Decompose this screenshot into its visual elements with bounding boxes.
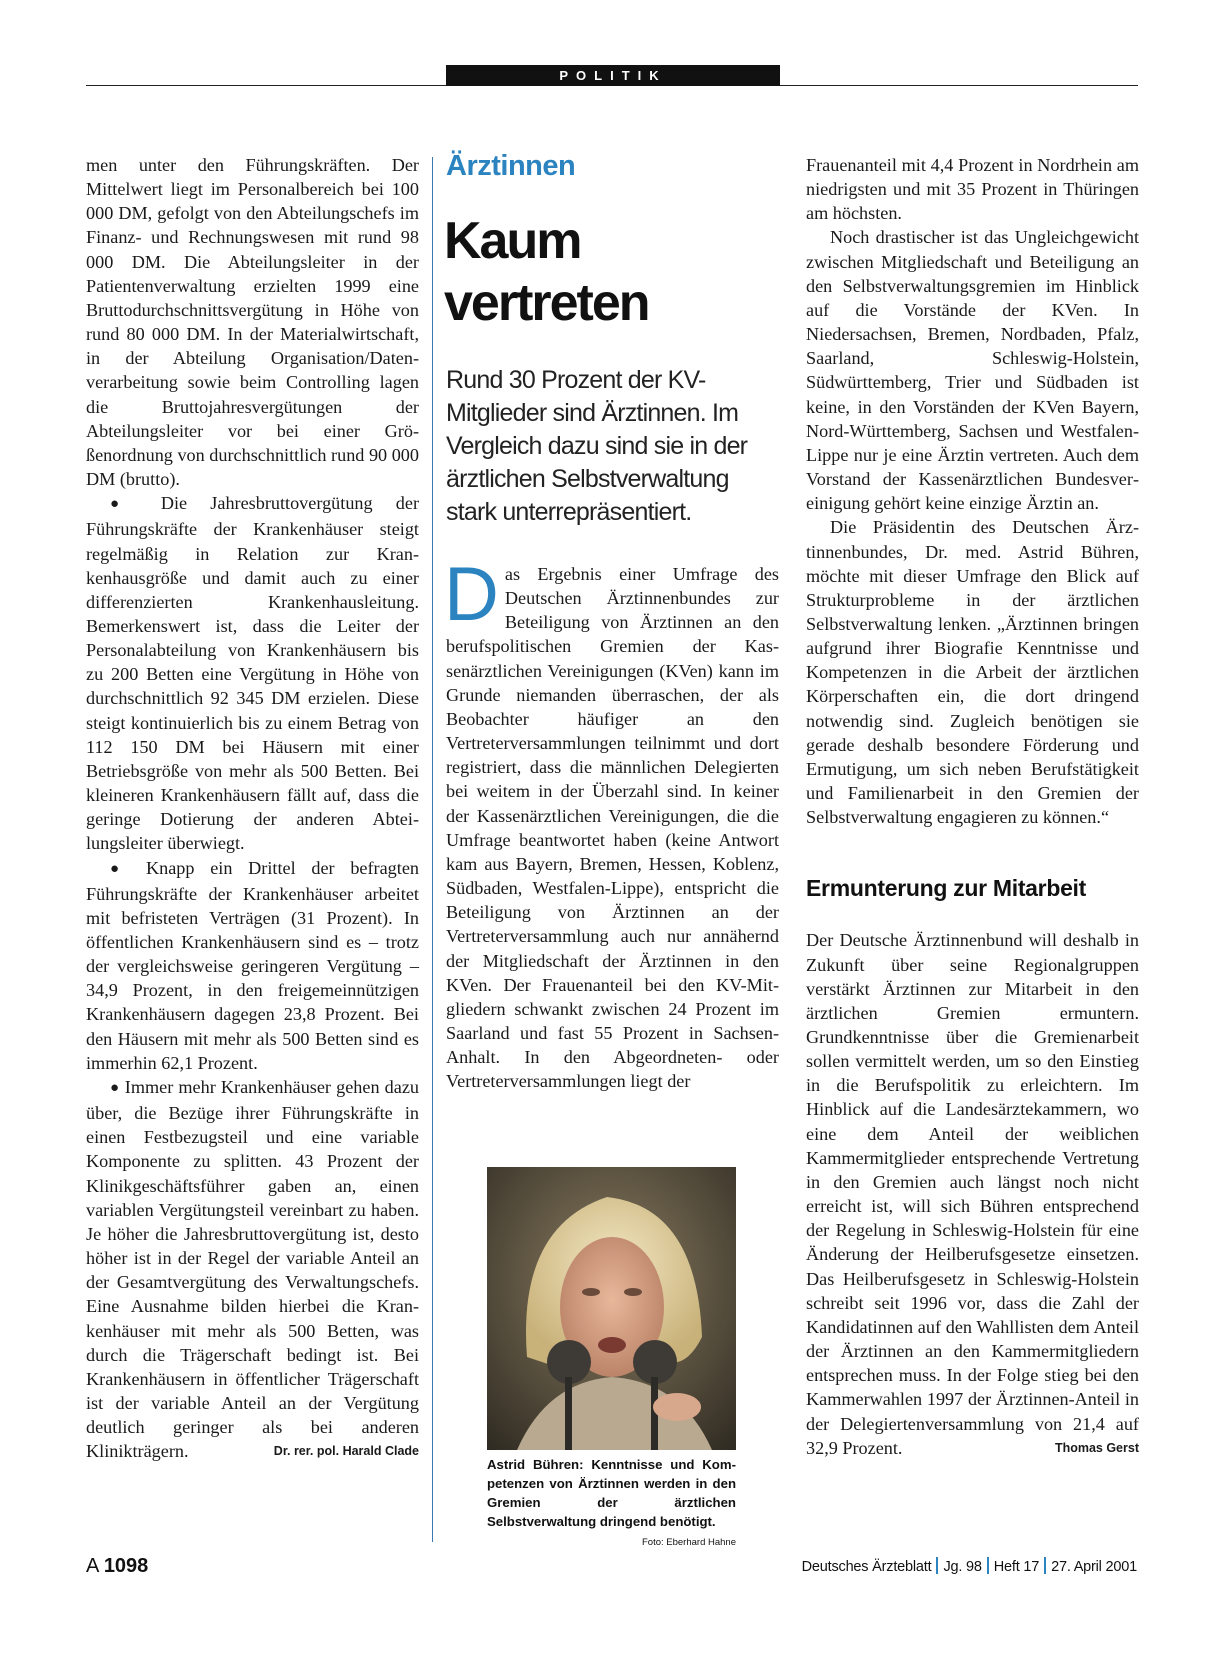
author-byline: Thomas Gerst	[1054, 1440, 1139, 1455]
photo-credit: Foto: Eberhard Hahne	[641, 1537, 736, 1548]
paragraph: Frauenanteil mit 4,4 Prozent in Nordrhein am niedrigsten und mit 35 Prozent in Thüringen am höchsten.	[806, 155, 1139, 224]
bullet-paragraph	[86, 856, 419, 1075]
caption-text: Astrid Bühren: Kenntnisse und Kompetenzen von Ärztinnen werden in den Gremien der ärztlichen Selbstverwaltung dringend benötigt.	[487, 1457, 736, 1529]
page-number	[86, 1555, 148, 1578]
headline-line: Kaum	[444, 212, 581, 270]
column-divider	[432, 157, 433, 1542]
section-label: POLITIK	[446, 65, 780, 86]
footer-separator	[936, 1557, 938, 1574]
journal-volume: Jg. 98	[943, 1559, 982, 1575]
article-body-paragraph	[444, 552, 779, 1093]
journal-date: 27. April 2001	[1051, 1559, 1137, 1575]
photo-caption	[487, 1455, 736, 1552]
article-lead: Rund 30 Prozent der KV-Mitglieder sind Ärztinnen. Im Vergleich dazu sind sie in der ärztlichen Selbstverwaltung stark unterrepräsentiert.	[446, 366, 748, 526]
paragraph: Noch drastischer ist das Ungleichgewicht zwischen Mitgliedschaft und Beteiligung an den Selbstverwaltungsgremien im Hinblick auf die Vorstände der KVen. In Niedersachsen, Bremen, Nordbaden, Pfalz, Saarland, Schleswig-Holstein, Südwürttemberg, Trier und Südbaden ist keine, in den Vorständen der KVen Bayern, Nord-Württemberg, Sachsen und Westfalen-Lippe nur je eine Ärztin vertreten. Auch dem Vorstand der Kassenärztlichen Bundesvereinigung gehört keine einzige Ärztin an.	[806, 227, 1139, 514]
footer-separator	[1044, 1557, 1046, 1574]
bullet-paragraph	[86, 491, 419, 855]
page-prefix: A	[86, 1555, 99, 1577]
page-number-value: 1098	[103, 1555, 149, 1577]
author-byline: Dr. rer. pol. Harald Clade	[273, 1444, 419, 1459]
column-left	[86, 153, 419, 1463]
bullet-icon: ●	[110, 496, 138, 513]
journal-issue: Heft 17	[993, 1559, 1040, 1575]
bullet-icon: ●	[110, 860, 131, 877]
paragraph-text: Der Deutsche Ärztinnenbund will deshalb in Zukunft über seine Regionalgruppen verstärkt Ärztinnen zur Mitarbeit in den ärztlichen Gremien ermuntern. Grundkenntnisse über die Gremienarbeit sollen vermittelt werden, um so den Einstieg in die Berufspolitik zu erleichtern. Im Hinblick auf die Landesärztekammern, wo eine dem Anteil der weiblichen Kammermitglieder entsprechende Vertretung in den Gremien auch längst noch nicht erreicht ist, will sich Bühren entsprechend der Regelung in Schleswig-Holstein für eine Änderung der Heilberufsgesetze einsetzen. Das Heilberufsgesetz in Schleswig-Holstein schreibt seit 1996 vor, dass die Zahl der Kandidatinnen auf den Wahllisten dem Anteil der Ärztinnen an den Kammermitgliedern entsprechen muss. In der Folge stieg bei den Kammerwahlen 1997 der Ärztinnen-Anteil in der Delegiertenversammlung von 21,4 auf 32,9 Prozent.	[806, 930, 1139, 1458]
column-middle	[444, 552, 779, 1093]
paragraph-text: Knapp ein Drittel der befragten Führungskräfte der Krankenhäuser arbeitet mit befristeten Verträgen (31 Prozent). In öffentlichen Krankenhäusern sind es – trotz der vergleichsweise geringeren Vergütung – 34,9 Prozent, in den freigemeinnützigen Krankenhäusern dagegen 23,8 Prozent. Bei den Häusern mit mehr als 500 Betten sind es immerhin 62,1 Prozent.	[86, 857, 419, 1073]
bullet-icon: ●	[110, 1079, 120, 1096]
bullet-paragraph	[86, 1075, 419, 1464]
portrait-image	[487, 1167, 736, 1450]
drop-cap: D	[444, 552, 499, 637]
paragraph	[806, 928, 1139, 1459]
article-headline	[444, 210, 784, 334]
article-kicker: Ärztinnen	[446, 150, 576, 182]
footer-separator	[987, 1557, 989, 1574]
paragraph-text: as Ergebnis einer Umfrage des Deutschen Ärztinnenbundes zur Beteiligung von Ärztinnen an den berufspolitischen Gremien der Kassenärztlichen Vereinigungen (KVen) kann im Grunde niemanden überraschen, der als Beobachter häufiger an den Vertreterversammlungen teilnimmt und dort registriert, dass die männlichen Delegierten bei weitem in der Überzahl sind. In keiner der Kassenärztlichen Vereinigungen, die die Umfrage beantwortet haben (keine Antwort kam aus Bayern, Bremen, Hessen, Koblenz, Südbaden, Westfalen-Lippe), entspricht die Beteiligung von Ärztinnen an der Vertreterversammlung auch nur annähernd der Mitgliedschaft der Ärztinnen in den KVen. Der Frauenanteil bei den KV-Mitgliedern schwankt zwischen 24 Prozent im Saarland und fast 55 Prozent in Sachsen-Anhalt. In den Abgeordneten- oder Vertreterversammlungen liegt der	[446, 564, 779, 1092]
journal-name: Deutsches Ärzteblatt	[801, 1559, 932, 1575]
portrait-photo	[487, 1167, 736, 1450]
column-right	[806, 153, 1139, 1460]
paragraph-text: Die Jahresbruttovergütung der Führungskräfte der Krankenhäuser steigt regelmäßig in Relation zur Krankenhausgröße und damit auch zu einer differenzierten Krankenhausleitung. Bemerkenswert ist, dass die Leiter der Personalabteilung von Krankenhäusern bis zu 200 Betten eine Vergütung in Höhe von durchschnittlich 92 345 DM erzielen. Diese steigt kontinuierlich bis zu einem Betrag von 112 150 DM bei Häusern mit einer Betriebsgröße von mehr als 500 Betten. Bei kleineren Krankenhäusern fällt auf, dass die geringe Dotierung der anderen Abteilungsleiter überwiegt.	[86, 493, 419, 854]
paragraph: men unter den Führungskräften. Der Mittelwert liegt im Personalbereich bei 100 000 DM, gefolgt von den Abteilungschefs im Finanz- und Rechnungswesen mit rund 98 000 DM. Die Abteilungsleiter in der Patientenverwaltung erzielten 1999 eine Bruttodurchschnittsvergütung in Höhe von rund 80 000 DM. In der Materialwirtschaft, in der Abteilung Organisation/Datenverarbeitung sowie beim Controlling lagen die Bruttojahresvergütungen der Abteilungsleiter vor bei einer Größenordnung von durchschnittlich rund 90 000 DM (brutto).	[86, 155, 419, 490]
journal-footer	[802, 1557, 1137, 1575]
paragraph-text: Immer mehr Krankenhäuser gehen dazu über, die Bezüge ihrer Führungskräfte in einen Festbezugsteil und eine variable Komponente zu splitten. 43 Prozent der Klinikgeschäftsführer gaben an, einen variablen Vergütungsteil vereinbart zu haben. Je höher die Jahresbruttovergütung ist, desto höher ist in der Regel der variable Anteil an der Gesamtvergütung des Verwaltungschefs. Eine Ausnahme bilden hierbei die Krankenhäuser mit mehr als 500 Betten, was durch die Trägerschaft bedingt ist. Bei Krankenhäusern in öffentlicher Trägerschaft ist der variable Anteil an der Vergütung deutlich geringer als bei anderen Klinikträgern.	[86, 1076, 420, 1462]
paragraph: Die Präsidentin des Deutschen Ärztinnenbundes, Dr. med. Astrid Bühren, möchte mit dieser Umfrage den Blick auf Strukturprobleme in der ärztlichen Selbstverwaltung lenken. „Ärztinnen bringen aufgrund ihrer Biografie Kenntnisse und Kompetenzen in die Arbeit der ärztlichen Körperschaften ein, die dort dringend notwendig sind. Zugleich benötigen sie gerade deshalb besondere Förderung und Ermutigung, um sich neben Berufstätigkeit und Familienarbeit in den Gremien der Selbstverwaltung engagieren zu können.“	[806, 517, 1139, 828]
section-subheading: Ermunterung zur Mitarbeit	[806, 875, 1087, 902]
headline-line: vertreten	[444, 274, 649, 332]
